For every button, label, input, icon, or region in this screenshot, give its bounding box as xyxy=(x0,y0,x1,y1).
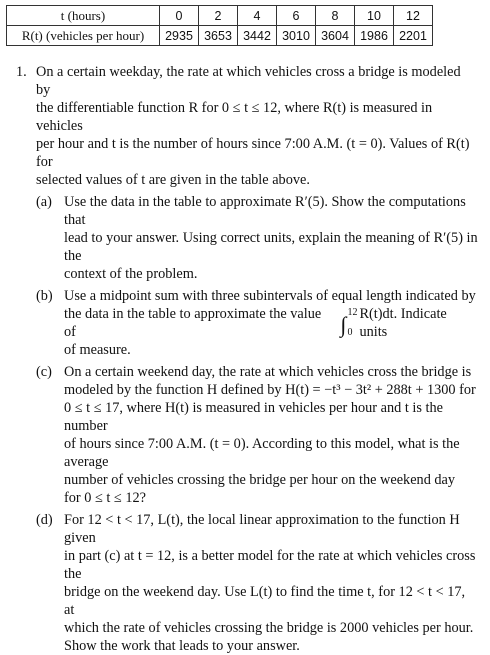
table-row xyxy=(7,6,433,26)
integral-line xyxy=(64,305,478,341)
part-d xyxy=(36,511,478,655)
part-label: (c) xyxy=(36,364,52,380)
t-cell: 4 xyxy=(238,6,277,26)
r-cell: 3010 xyxy=(277,26,316,46)
text-line: context of the problem. xyxy=(64,266,198,282)
text-line: lead to your answer. Using correct units, explain the meaning of R′(5) in the xyxy=(64,230,478,264)
r-cell: 3442 xyxy=(238,26,277,46)
r-cell: 2935 xyxy=(160,26,199,46)
r-cell: 2201 xyxy=(394,26,433,46)
r-cell: 3604 xyxy=(316,26,355,46)
data-table xyxy=(6,5,433,46)
text-line: Show the work that leads to your answer. xyxy=(64,638,300,654)
text-line: On a certain weekday, the rate at which vehicles cross a bridge is modeled by xyxy=(36,64,461,98)
part-label: (d) xyxy=(36,512,53,528)
r-cell: 3653 xyxy=(199,26,238,46)
text-line: bridge on the weekend day. Use L(t) to find the time t, for 12 < t < 17, at xyxy=(64,584,466,618)
text-line: For 12 < t < 17, L(t), the local linear approximation to the function H given xyxy=(64,512,460,546)
text-line: of hours since 7:00 A.M. (t = 0). According to this model, what is the average xyxy=(64,436,460,470)
table-row xyxy=(7,26,433,46)
text-line: in part (c) at t = 12, is a better model for the rate at which vehicles cross the xyxy=(64,548,476,582)
text-line: 0 ≤ t ≤ 17, where H(t) is measured in vehicles per hour and t is the number xyxy=(64,400,443,434)
lower-limit: 0 xyxy=(347,327,353,338)
text-line: for 0 ≤ t ≤ 12? xyxy=(64,490,146,506)
r-header-cell: R(t) (vehicles per hour) xyxy=(7,26,160,46)
r-cell: 1986 xyxy=(355,26,394,46)
t-cell: 2 xyxy=(199,6,238,26)
text-line: the differentiable function R for 0 ≤ t ≤ 12, where R(t) is measured in vehicles xyxy=(36,100,433,134)
part-b xyxy=(36,287,478,359)
text-line: per hour and t is the number of hours since 7:00 A.M. (t = 0). Values of R(t) for xyxy=(36,136,470,170)
question-number: 1. xyxy=(16,64,27,80)
question-body xyxy=(36,63,478,655)
part-a xyxy=(36,193,478,283)
text-line: selected values of t are given in the table above. xyxy=(36,172,310,188)
integral-sign-icon: ∫ xyxy=(340,312,347,337)
text-line: Use the data in the table to approximate R′(5). Show the computations that xyxy=(64,194,466,228)
text-line: modeled by the function H defined by H(t) = −t³ − 3t² + 288t + 1300 for xyxy=(64,382,476,398)
t-cell: 8 xyxy=(316,6,355,26)
t-cell: 6 xyxy=(277,6,316,26)
text-fragment: the data in the table to approximate the value of xyxy=(64,306,322,340)
part-label: (a) xyxy=(36,194,52,210)
integral-bounds xyxy=(347,308,357,338)
t-cell: 0 xyxy=(160,6,199,26)
text-line: of measure. xyxy=(64,342,131,358)
text-line: Use a midpoint sum with three subintervals of equal length indicated by xyxy=(64,288,476,304)
part-c xyxy=(36,363,478,507)
text-line: On a certain weekend day, the rate at which vehicles cross the bridge is xyxy=(64,364,472,380)
t-cell: 10 xyxy=(355,6,394,26)
t-header-cell: t (hours) xyxy=(7,6,160,26)
text-line: number of vehicles crossing the bridge per hour on the weekend day xyxy=(64,472,456,488)
t-cell: 12 xyxy=(394,6,433,26)
integrand: R(t)dt. Indicate units xyxy=(359,306,447,340)
text-line: which the rate of vehicles crossing the bridge is 2000 vehicles per hour. xyxy=(64,620,474,636)
question-intro xyxy=(36,63,478,189)
part-label: (b) xyxy=(36,288,53,304)
question-1 xyxy=(16,63,478,655)
upper-limit: 12 xyxy=(347,307,358,318)
